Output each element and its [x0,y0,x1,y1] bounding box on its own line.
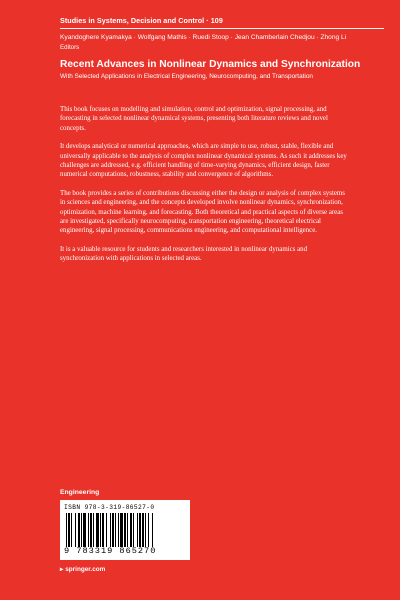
barcode-bar [81,513,82,547]
barcode-bar [137,513,138,547]
series-line: Studies in Systems, Decision and Control · 109 [60,16,223,25]
barcode-bar [100,513,101,547]
barcode-bar [139,513,141,547]
barcode-bar [148,513,149,547]
blurb [60,105,352,273]
barcode-bar [142,513,144,547]
barcode-bar [127,513,128,547]
blurb-paragraph-3: The book provides a series of contributions discussing either the design or analysis of complex systems in sciences and engineering, and the concepts developed involve nonlinear dynamics, synchronization, optimization, machine learning, and forecasting. Both theoretical and practical aspects of diverse areas are investigated, specifically neurocomputing, transportation engineering, theoretical electrical engineering, signal processing, communications engineering, and computational intelligence. [60,189,345,235]
blurb-paragraph-2: It develops analytical or numerical approaches, which are simple to use, robust, stable, flexible and universally applicable to the analysis of complex nonlinear dynamical systems. As such it addresses key challenges are addressed, e.g. efficient handling of time-varying dynamics, efficient design, faster numerical computations, robustness, stability and convergence of algorithms. [60,143,347,179]
subject-label: Engineering [60,489,100,496]
arrow-right-icon: ▸ [60,566,64,573]
isbn-barcode-box [60,500,190,560]
book-title: Recent Advances in Nonlinear Dynamics and Synchronization [60,59,361,70]
publisher-url-text: springer.com [65,566,106,573]
book-subtitle: With Selected Applications in Electrical Engineering, Neurocomputing, and Transportation [60,73,313,80]
barcode-bar [71,513,72,547]
barcode-bar [110,513,111,547]
barcode-bar [68,513,70,547]
barcode-bar [90,513,92,547]
barcode-bar [145,513,146,547]
barcode-bar [130,513,132,547]
publisher-url[interactable] [60,565,105,573]
barcode-bar [75,513,76,547]
barcode-bar [83,513,86,547]
barcode-bar [93,513,94,547]
barcode-digits: 9 783319 865270 [64,546,157,556]
barcode-bar [78,513,80,547]
barcode-bar [152,513,153,547]
blurb-paragraph-1: This book focuses on modelling and simulation, control and optimization, signal processing, and forecasting in selected nonlinear dynamical systems, presenting both literature reviews and novel concepts. [60,106,328,132]
barcode-bar [96,513,99,547]
barcode-bar [118,513,119,547]
barcode-bar [124,513,126,547]
barcode-bar [66,513,67,547]
barcode-bar [133,513,134,547]
barcode-bar [106,513,107,547]
barcode-bar [102,513,104,547]
barcode-image [64,513,186,547]
barcode-bar [112,513,114,547]
barcode-bar [120,513,123,547]
barcode-bar [115,513,116,547]
editors-label: Editors [60,44,80,51]
isbn-text: ISBN 978-3-319-86527-0 [64,504,155,511]
editors-names: Kyandoghere Kyamakya · Wolfgang Mathis · Ruedi Stoop · Jean Chamberlain Chedjou · Zhong Li [60,34,347,41]
barcode-bar [88,513,89,547]
blurb-paragraph-4: It is a valuable resource for students and researchers interested in nonlinear dynamics and synchronization with applications in selected areas. [60,245,308,263]
divider-line [60,28,384,29]
